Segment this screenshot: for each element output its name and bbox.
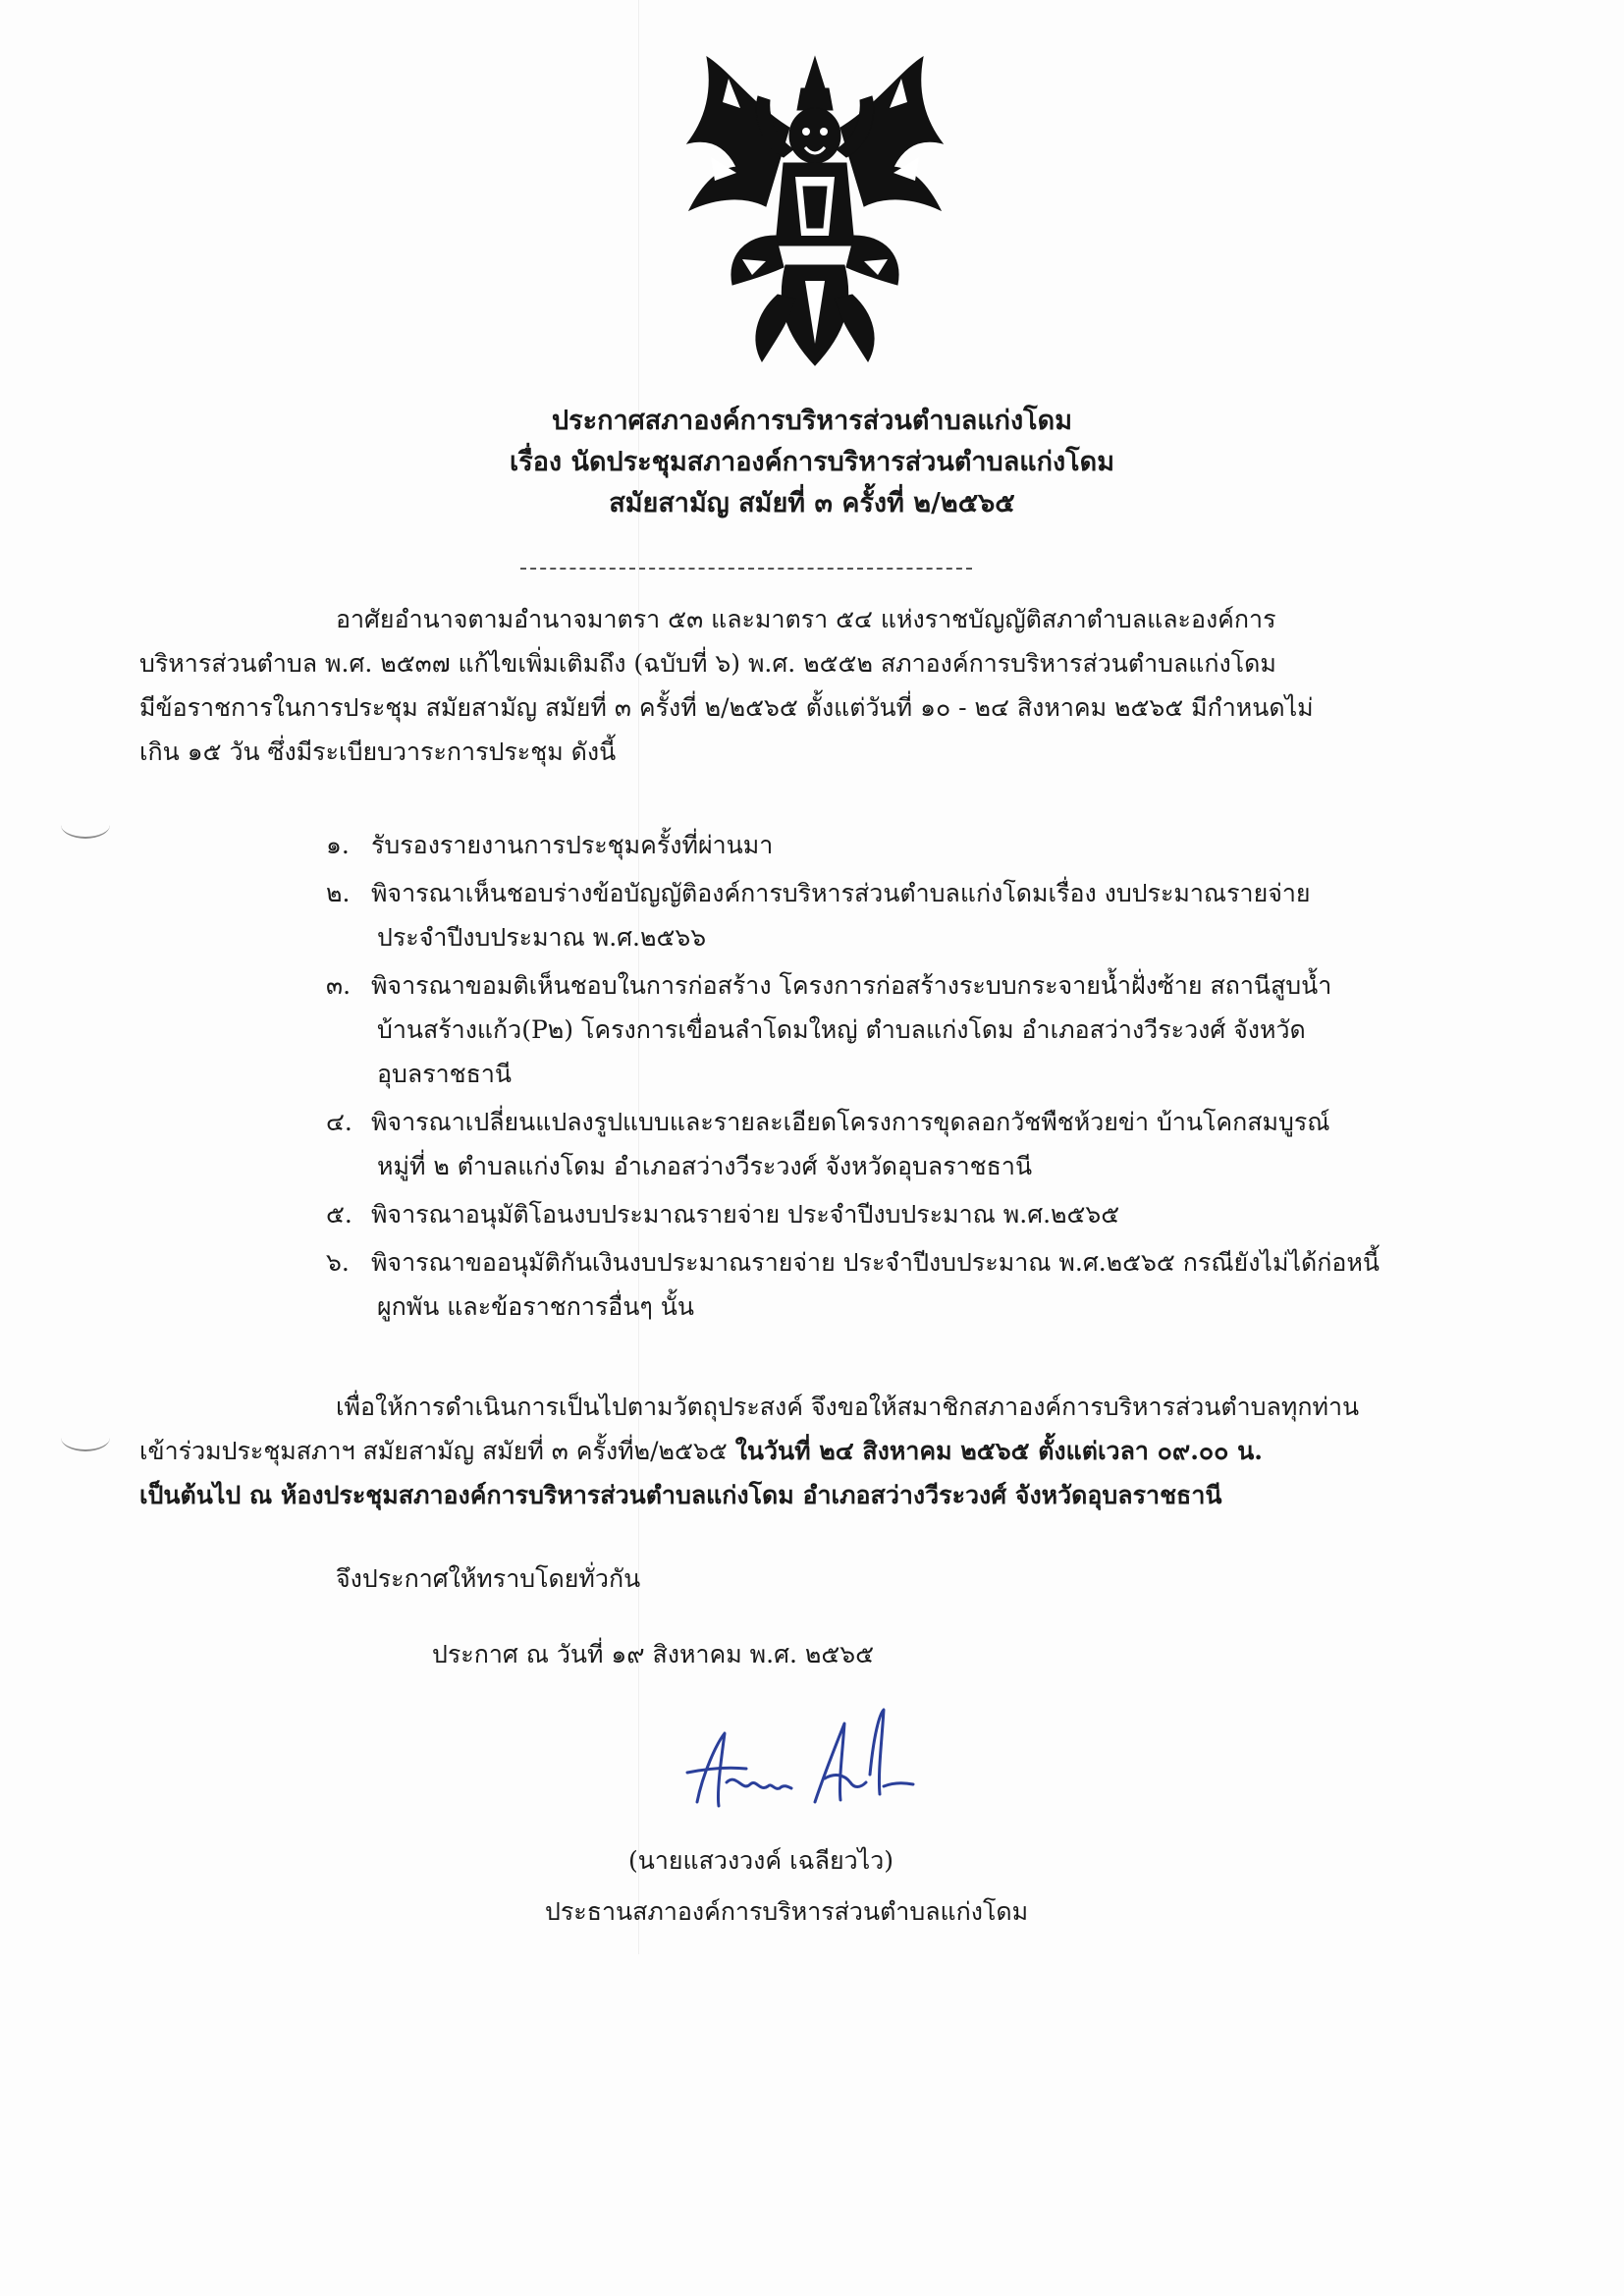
intro-line-4: เกิน ๑๕ วัน ซึ่งมีระเบียบวาระการประชุม ดังนี้ (139, 738, 617, 766)
intro-line-1: อาศัยอำนาจตามอำนาจมาตรา ๕๓ และมาตรา ๕๔ แห่งราชบัญญัติสภาตำบลและองค์การ (336, 605, 1276, 633)
agenda-number: ๕. (326, 1200, 352, 1229)
agenda-item-4 (326, 1100, 1485, 1188)
signer-position: ประธานสภาองค์การบริหารส่วนตำบลแก่งโดม (545, 1897, 1029, 1926)
agenda-list (326, 823, 1485, 1333)
agenda-text-continued: หมู่ที่ ๒ ตำบลแก่งโดม อำเภอสว่างวีระวงศ์ จังหวัดอุบลราชธานี (377, 1152, 1033, 1180)
agenda-item-1 (326, 823, 1485, 867)
title-line-3: สมัยสามัญ สมัยที่ ๓ ครั้งที่ ๒/๒๕๖๕ (609, 488, 1015, 519)
agenda-text-continued: อุบลราชธานี (377, 1060, 513, 1088)
announcement-title (0, 401, 1624, 524)
purpose-line-1: เพื่อให้การดำเนินการเป็นไปตามวัตถุประสงค์ จึงขอให้สมาชิกสภาองค์การบริหารส่วนตำบลทุกท่าน (336, 1393, 1360, 1421)
title-line-2: เรื่อง นัดประชุมสภาองค์การบริหารส่วนตำบลแก่งโดม (509, 447, 1115, 477)
purpose-paragraph (139, 1385, 1485, 1517)
agenda-number: ๔. (326, 1108, 352, 1136)
agenda-item-2 (326, 871, 1485, 959)
agenda-text: พิจารณาอนุมัติโอนงบประมาณรายจ่าย ประจำปีงบประมาณ พ.ศ.๒๕๖๕ (370, 1200, 1120, 1229)
agenda-text: พิจารณาขอมติเห็นชอบในการก่อสร้าง โครงการก่อสร้างระบบกระจายน้ำฝั่งซ้าย สถานีสูบน้ำ (370, 971, 1332, 1000)
meeting-date-time: ในวันที่ ๒๔ สิงหาคม ๒๕๖๕ ตั้งแต่เวลา ๐๙.๐๐ น. (734, 1437, 1263, 1465)
agenda-text-continued: ผูกพัน และข้อราชการอื่นๆ นั้น (377, 1292, 694, 1321)
signer-name: (นายแสวงวงค์ เฉลียวไว) (628, 1846, 894, 1875)
signature-image (677, 1704, 943, 1831)
intro-paragraph (139, 597, 1485, 774)
agenda-number: ๒. (326, 879, 351, 907)
garuda-emblem-icon (668, 49, 962, 373)
agenda-text: รับรองรายงานการประชุมครั้งที่ผ่านมา (370, 831, 774, 859)
agenda-item-3 (326, 963, 1485, 1096)
title-divider (520, 568, 972, 570)
meeting-location: เป็นต้นไป ณ ห้องประชุมสภาองค์การบริหารส่วนตำบลแก่งโดม อำเภอสว่างวีระวงศ์ จังหวัดอุบลราชธานี (139, 1481, 1222, 1509)
agenda-text-continued: บ้านสร้างแก้ว(P๒) โครงการเขื่อนลำโดมใหญ่ ตำบลแก่งโดม อำเภอสว่างวีระวงศ์ จังหวัด (377, 1015, 1306, 1044)
title-line-1: ประกาศสภาองค์การบริหารส่วนตำบลแก่งโดม (551, 406, 1073, 436)
intro-line-3: มีข้อราชการในการประชุม สมัยสามัญ สมัยที่ ๓ ครั้งที่ ๒/๒๕๖๕ ตั้งแต่วันที่ ๑๐ - ๒๔ สิงหาคม ๒๕๖๕ มีกำหนดไม่ (139, 693, 1314, 722)
agenda-text: พิจารณาเห็นชอบร่างข้อบัญญัติองค์การบริหารส่วนตำบลแก่งโดมเรื่อง งบประมาณรายจ่าย (370, 879, 1311, 907)
punch-hole-mark-top (61, 811, 110, 839)
agenda-item-5 (326, 1192, 1485, 1236)
agenda-item-6 (326, 1240, 1485, 1329)
announcement-date: ประกาศ ณ วันที่ ๑๙ สิงหาคม พ.ศ. ๒๕๖๕ (432, 1640, 875, 1668)
agenda-text: พิจารณาเปลี่ยนแปลงรูปแบบและรายละเอียดโครงการขุดลอกวัชพืชห้วยข่า บ้านโคกสมบูรณ์ (370, 1108, 1330, 1136)
agenda-number: ๑. (326, 831, 350, 859)
purpose-line-2 (139, 1429, 1485, 1473)
intro-line-2: บริหารส่วนตำบล พ.ศ. ๒๕๓๗ แก้ไขเพิ่มเติมถึง (ฉบับที่ ๖) พ.ศ. ๒๕๕๒ สภาองค์การบริหารส่วนตำบลแก่งโดม (139, 649, 1276, 678)
purpose-line-2-text: เข้าร่วมประชุมสภาฯ สมัยสามัญ สมัยที่ ๓ ครั้งที่๒/๒๕๖๕ (139, 1437, 735, 1465)
agenda-text: พิจารณาขออนุมัติกันเงินงบประมาณรายจ่าย ประจำปีงบประมาณ พ.ศ.๒๕๖๕ กรณียังไม่ได้ก่อหนี้ (370, 1248, 1380, 1277)
punch-hole-mark-bottom (61, 1424, 110, 1451)
closing-text: จึงประกาศให้ทราบโดยทั่วกัน (336, 1564, 641, 1593)
agenda-text-continued: ประจำปีงบประมาณ พ.ศ.๒๕๖๖ (377, 923, 707, 952)
agenda-number: ๖. (326, 1248, 350, 1277)
agenda-number: ๓. (326, 971, 352, 1000)
